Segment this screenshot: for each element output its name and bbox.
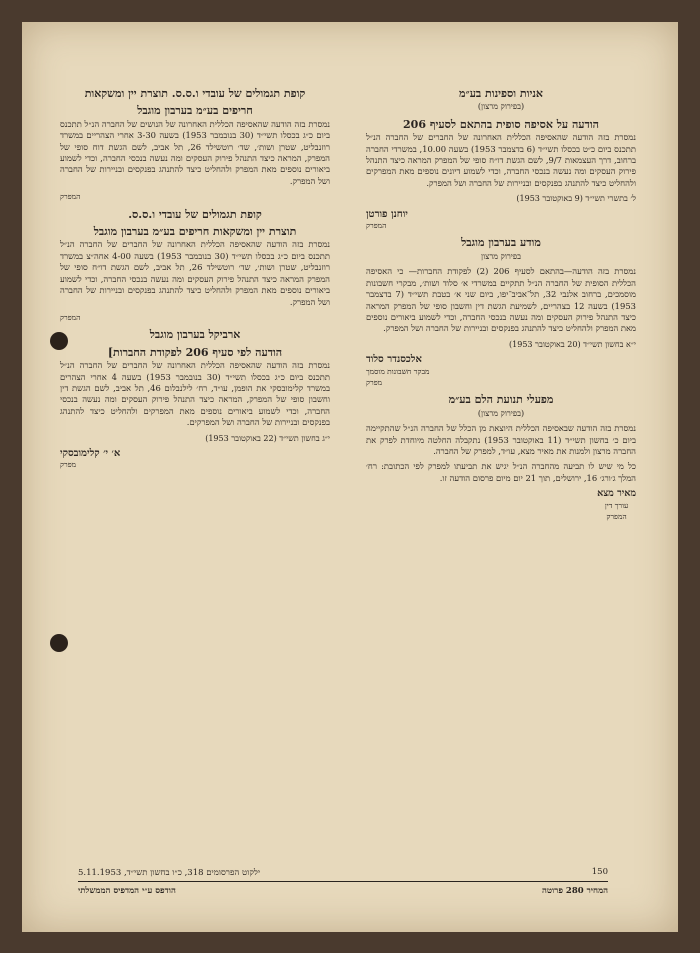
notice-title: אניות וספינות בע״מ (459, 87, 543, 100)
gazette-reference: ילקוט הפרסומים 318, כ״ו בחשון תשי״ד, 5.11.1953 (78, 868, 261, 878)
notice-signature (60, 312, 330, 323)
notice-body: נמסרת בזה הודעה שהאסיפה הכללית האחרונה של החברים של החברה הנ״ל תתכנס ביום כ״ג בכסלו תשי״ד (30 בנובמבר 1953) בשעה 4-00 אחה״צ במשרד רוזנבליט, שטרן ושות׳, שד׳ רוטשילד 26, תל אביב, לשם הגשת דו״ח סופי של המפרק המראה כיצד התנהל פירוק העסקים ומה נעשה בנכסי החברה, וכדי לשמוע ביאורים נוספים מאת המפרק ולהחליט כיצד להתנהג בפנקסים ובניירות של החברה ושל המפרק. (60, 239, 330, 307)
page-number: 150 (591, 867, 608, 877)
notice-title: מודע בערבון מוגבל (461, 236, 541, 250)
signer-role: המפרק (366, 221, 387, 231)
signer-role: עורך דין (604, 500, 629, 510)
notice-subtitle: (בפירוק מרצון) (477, 408, 525, 418)
notice-body: נמסרת בזה הודעה שהאסיפה הכללית האחרונה של החברים של החברה הנ״ל תתכנס ביום כ״ג בכסלו תשי״ד (30 בנובמבר 1953) בשעה 4 אחרי הצהרים במשרד קלימובסקי את הופמן, עו״ד, רח׳ לילנבלום 46, תל אביב, לשם הגשת דין וחשבון סופי של המפרק, המראה כיצד התנהל פירוק העסקים ומה נעשה בנכסי החברה, וכדי לשמוע ביאורים נוספים מאת המפרקים ולהחליט כיצד להתנהג בפנקסים ובניירות של החברה ושל המפרקים. (60, 360, 330, 428)
notice-body: נמסרת בזה הודעה שהאסיפה הכללית האחרונה של הנושים של החברה הנ״ל תתכנס ביום כ״ג בכסלו תשי״ד (30 בנובמבר 1953) בשעה 3-30 אחרי הצהריים במשרד רוזנבליט, שטרן ושות׳, שד׳ רוטשילד 26, תל אביב, לשם הגשת דוח סופי של המפרק, המראה כיצד התנהל פירוק העסקים ומה נעשה בנכסי החברה, וכדי לשמוע ביאורים נוספים מאת המפרק ולהחליט כיצד להתנהג בפנקסים ובניירות של החברה ושל המפרק. (60, 118, 331, 186)
notice-body: נמסרת בזה הודעה שהאסיפה הכללית האחרונה של החברים של החברה הנ״ל תתכנס ביום כ״ט בכסלו תשי״ד (6 בדצמבר 1953) בשעה 10.00, במשרדי החברה ברחוב, דרך העצמאות 9/7, לשם הגשת דו״ח סופי של המפרק המראה כיצד התנהל פירוק העסקים ומה נעשה בנכסי החברה, וכדי לשמוע דיונים נוספים מאת המפרקים ולהחליט כיצד להתנהג בפנקסים ובניירות של החברה ושל המפרק. (366, 132, 636, 188)
notice-title: ארביקל בערבון מוגבל (149, 328, 241, 342)
punch-hole (50, 634, 68, 652)
signer-role: מפרק (366, 377, 383, 387)
notice-date: י״א בחשון תשי״ד (20 באוקטובר 1953) (509, 339, 636, 349)
notice-date: ל׳ בתשרי תשי״ד (9 באוקטובר 1953) (516, 194, 636, 204)
signer-role: המפרק (606, 512, 627, 521)
signer-role: מפרק (60, 460, 77, 470)
notice-subtitle: (בפירוק מרצון) (477, 102, 525, 112)
footer-bottom-line (78, 882, 608, 896)
signer-block (597, 488, 636, 522)
printer: הודפס ע״י המדפיס הממשלתי (78, 886, 176, 896)
notice-heading: הודעה לפי סעיף 206 לפקודת החברות] (107, 345, 283, 359)
notice-title: קופת תגמולים של עובדי ו.ס.ס. תוצרת יין ומשקאות (84, 87, 306, 100)
signer-name: יוחנן פורטן (366, 208, 408, 220)
notice-subtitle: תוצרת יין ומשקאות חריפים בע״מ בערבון מוגבל (93, 225, 297, 239)
notice-title: מפעלי תנועת הלם בע״מ (448, 393, 554, 407)
notice-signature (366, 354, 636, 388)
footer-top-line (78, 867, 608, 882)
signer-role: המפרק (60, 192, 81, 202)
right-column (366, 82, 636, 528)
page-footer (78, 867, 608, 896)
document-page (22, 22, 678, 932)
notice-signature (366, 488, 636, 522)
notice-subtitle: בפירוק מרצון (481, 251, 521, 261)
signer-name: אלכסנדר סלוד (366, 354, 422, 366)
notice-signature (60, 448, 330, 471)
notice-signature (366, 209, 636, 232)
notice-body: נמסרת בזה הודעה—בהתאם לסעיף 206 (2) לפקודת החברות— כי האסיפה הכללית הסופית של החברה הנ״ל תתקיים במשרדי א׳ סלוד ושות׳, מבקרי חשבונות מוסמכים, ברחוב אלנבי 32, תל־אביב־יפו, ביום שני א׳ בטבת תשי״ד (7 בדצמבר 1953) בשעה 12 בצהריים, לשמיעת הגשת דין וחשבון סופי של המפרק המראה כיצד התנהל פירוק העסקים ומה נעשה בנכסי החברה, וכדי לשמוע ביאורים נוספים מאת המפרק ולהחליט כיצד להתנהג בפנקסים ובניירות של החברה ושל המפרק. (366, 266, 637, 334)
left-column (60, 82, 330, 477)
notice-subtitle: חריפים בע״מ בערבון מוגבל (137, 104, 253, 118)
notice-title: קופת תגמולים של עובדי ו.ס.ס. (128, 207, 262, 221)
price: המחיר 280 פרוטה (541, 886, 608, 896)
notice-body: נמסרת בזה הודעה שבאסיפה הכללית היוצאת מן הכלל של החברה הנ״ל שהתקיימה ביום כ׳ בחשון תשי״ד (11 באוקטובר 1953) נתקבלה החלטה מיוחדת לפרק את החברה מרצון ולמנות את מאיר מצא, עו״ד, למפרק של החברה. (366, 423, 636, 456)
notice-heading: הודעה על אסיפה סופית בהתאם לסעיף 206 (403, 117, 599, 131)
notice-date: י״ג בחשון תשי״ד (22 באוקטובר 1953) (205, 433, 330, 443)
signer-role: מבקר חשבונות מוסמך (366, 366, 430, 376)
notice-signature (60, 191, 330, 202)
signer-name: א׳ י׳ קלימובסקי (60, 447, 121, 459)
signer-role: המפרק (60, 312, 81, 322)
signer-name: מאיר מצא (597, 488, 636, 500)
notice-body: כל מי שיש לו תביעה מהחברה הנ״ל יגיש את תביעתו למפרק לפי הכתובת: רח׳ המלך ג׳ורג׳ 16, ירושלים, תוך 21 יום מיום פרסום הודעה זו. (366, 461, 636, 483)
